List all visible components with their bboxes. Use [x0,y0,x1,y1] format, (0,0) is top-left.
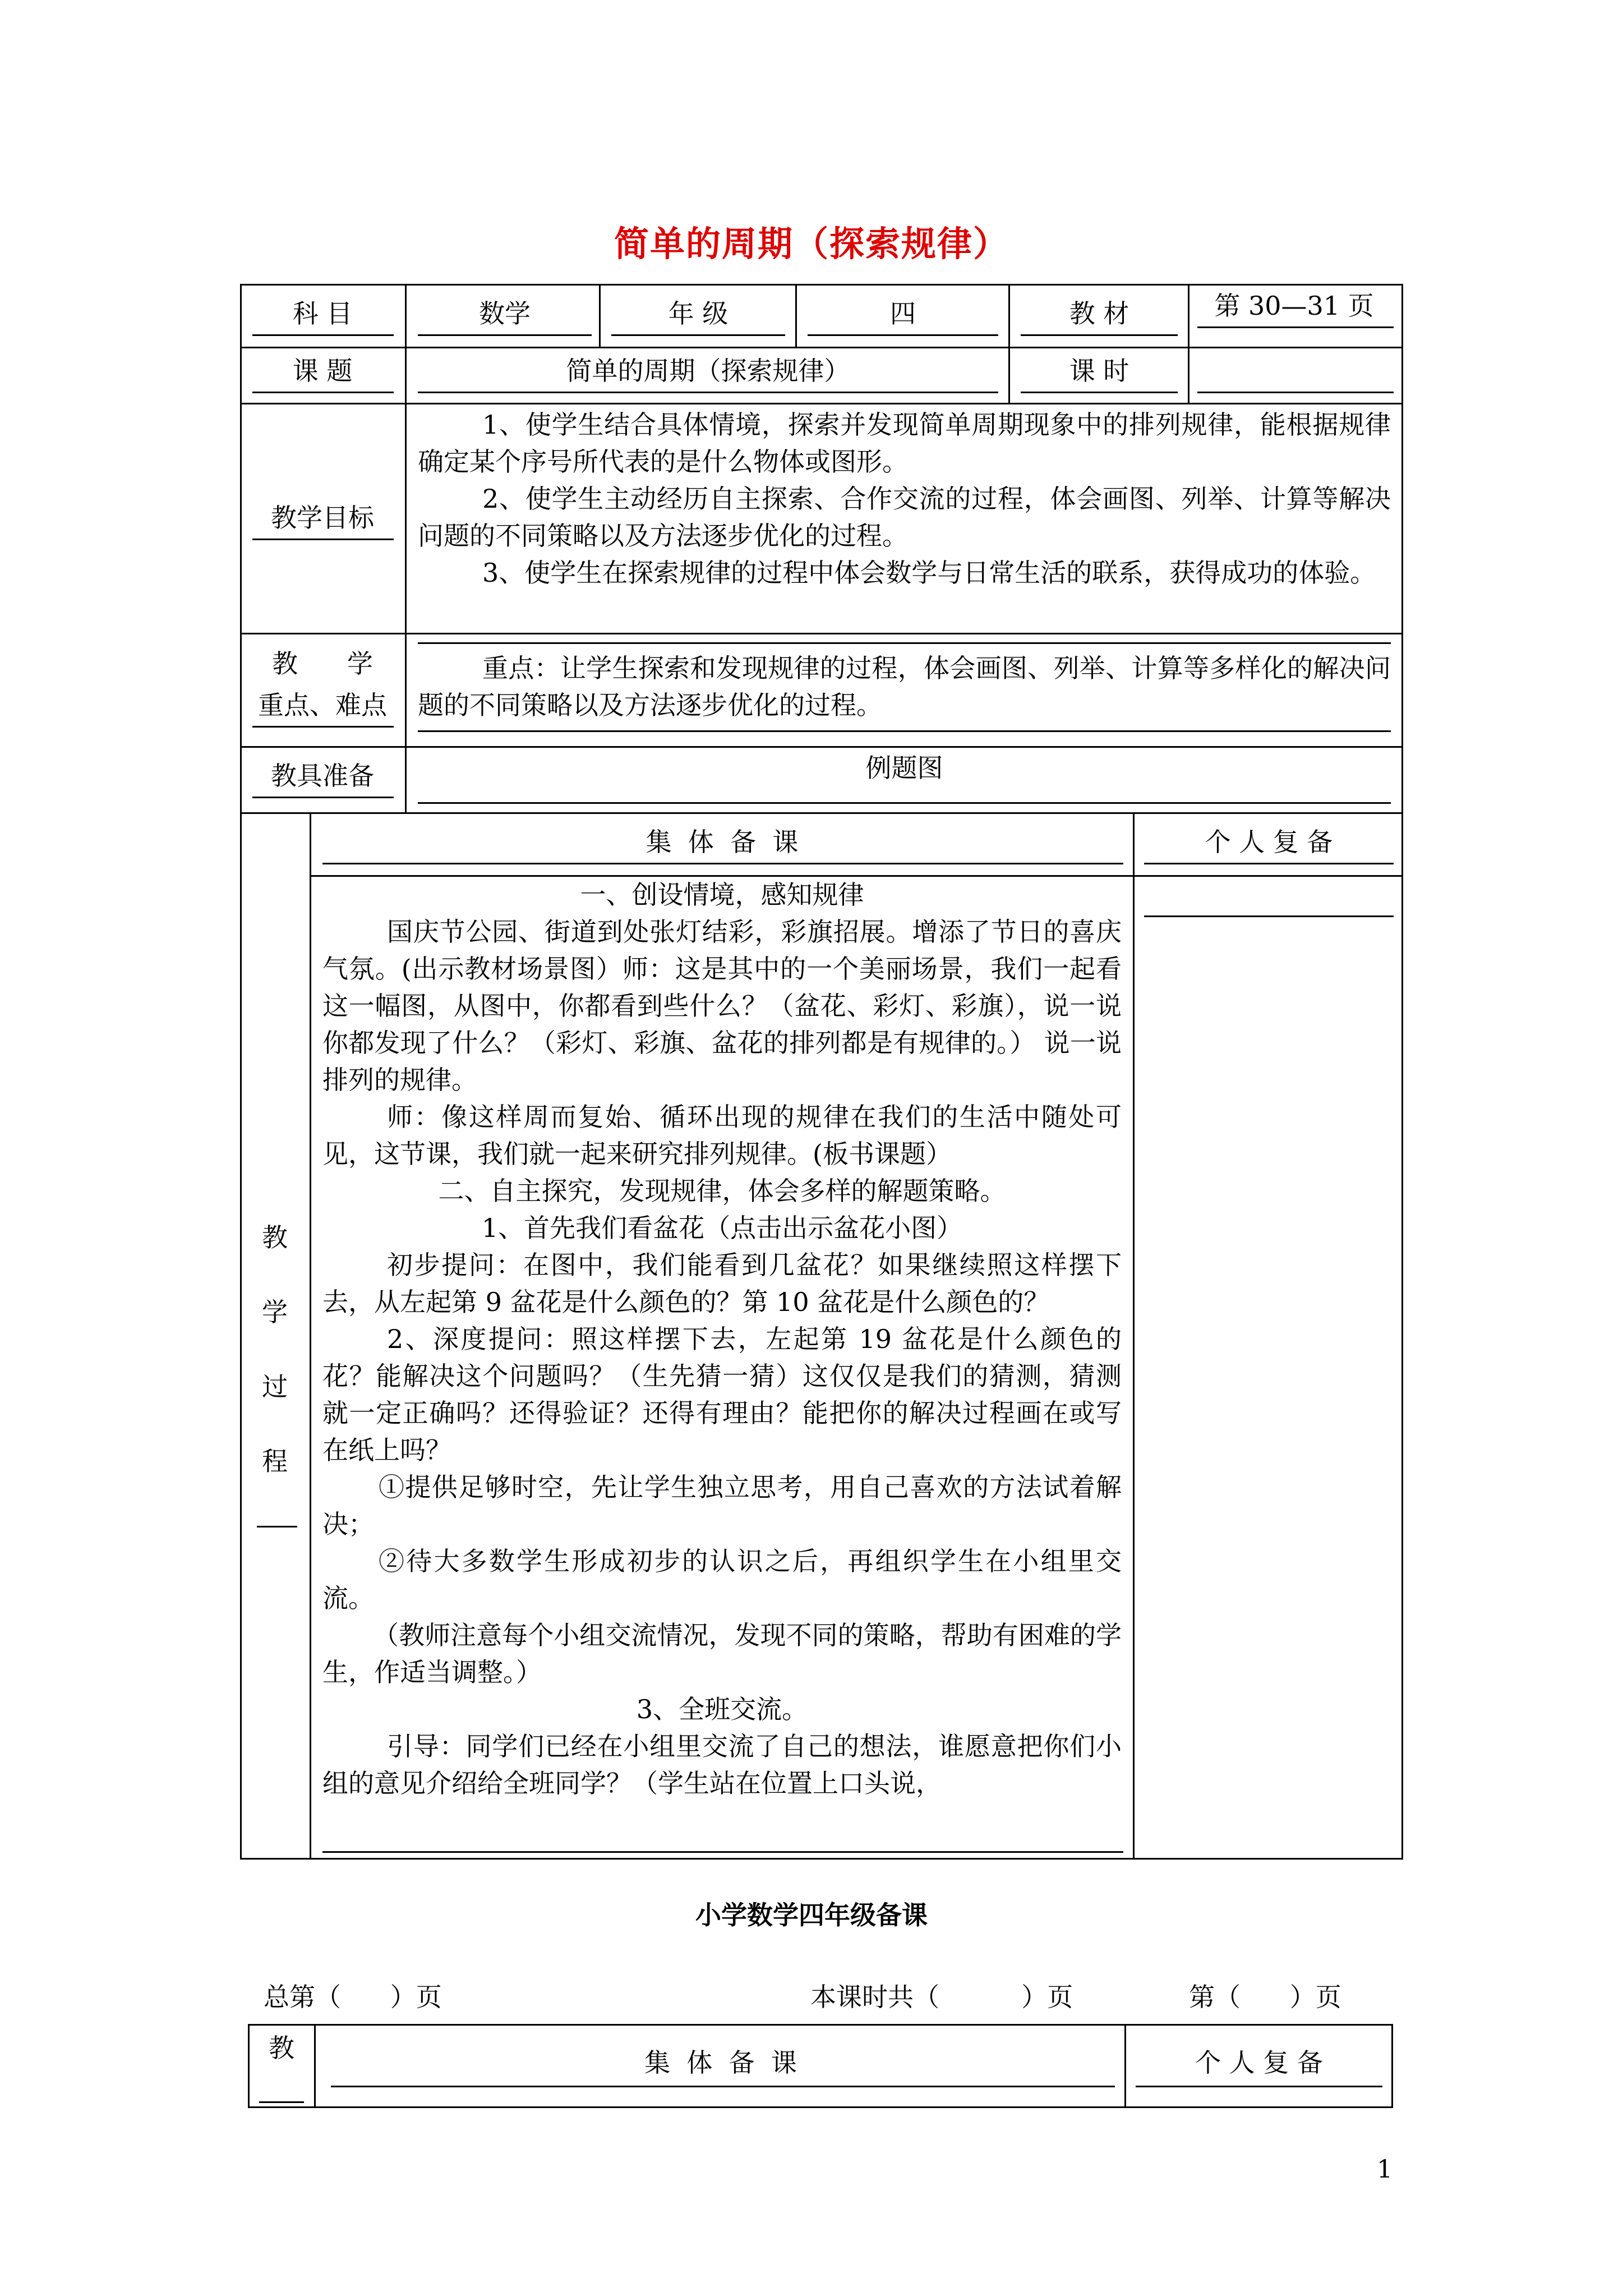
keypoints-label-line1: 教 学 [272,648,373,679]
side-char: 教 [262,1222,288,1253]
process-side-label [255,1217,294,1516]
objective-item: 3、使学生在探索规律的过程中体会数学与日常生活的联系，获得成功的体验。 [482,558,1376,588]
underline [322,1851,1123,1853]
col-divider [1188,284,1189,403]
topic-value: 简单的周期（探索规律） [566,356,850,386]
row-divider [240,347,1403,348]
process-paragraph: 引导：同学们已经在小组里交流了自己的想法，谁愿意把你们小组的意见介绍给全班同学？（学生站在位置上口头说， [322,1731,1122,1798]
underline [322,863,1123,864]
underline [418,392,998,393]
underline [252,539,394,540]
row-divider [240,403,1403,404]
underline [252,726,394,728]
underline [1144,863,1394,864]
underline [418,730,1391,732]
keypoints-label-line2: 重点、难点 [258,690,387,720]
underline [1021,334,1178,336]
underline [1021,392,1178,393]
page-title: 简单的周期（探索规律） [614,223,1009,264]
underline [331,2086,1115,2087]
process-paragraph: ②待大多数学生形成初步的认识之后，再组织学生在小组里交流。 [322,1546,1122,1613]
page-number: 1 [1377,2155,1393,2184]
underline [252,334,394,336]
underline [1197,326,1394,328]
process-paragraph: 国庆节公园、街道到处张灯结彩，彩旗招展。增添了节日的喜庆气氛。(出示教材场景图）师：这是其中的一个美丽场景，我们一起看这一幅图，从图中，你都看到些什么？（盆花、彩灯、彩旗），说一说你都发现了什么？（彩灯、彩旗、盆花的排列都是有规律的。） 说一说排列的规律。 [322,917,1122,1095]
lesson-pages: 本课时共（ ）页 [810,1982,1073,2012]
objective-item: 1、使学生结合具体情境，探索并发现简单周期现象中的排列规律，能根据规律确定某个序号所代表的是什么物体或图形。 [418,409,1391,477]
group-prep-header: 集 体 备 课 [645,827,799,857]
col-divider [1008,284,1010,403]
underline [1144,915,1394,917]
underline [418,642,1391,644]
underline [252,392,394,393]
process-paragraph: 初步提问：在图中，我们能看到几盆花？如果继续照这样摆下去，从左起第 9 盆花是什么颜色的？第 10 盆花是什么颜色的？ [322,1250,1122,1317]
footer-caption: 小学数学四年级备课 [695,1900,928,1930]
col-divider [310,812,311,1860]
row-divider [240,812,1403,814]
personal-prep-header: 个 人 复 备 [1205,827,1333,857]
process-paragraph: 1、首先我们看盆花（点击出示盆花小图） [481,1213,963,1243]
process-paragraph: （教师注意每个小组交流情况，发现不同的策略，帮助有困难的学生，作适当调整。） [322,1620,1122,1687]
objectives-list [418,406,1391,591]
row-divider [240,746,1403,748]
footer-side-char: 教 [269,2033,294,2063]
textbook-value: 第 30—31 页 [1214,291,1374,321]
side-char: 程 [262,1446,288,1476]
underline [808,334,998,336]
side-char: 过 [262,1372,288,1402]
underline [418,334,592,336]
row-divider [240,633,1403,634]
col-divider [1133,812,1135,1860]
col-divider [1124,2024,1126,2108]
topic-label: 课 题 [292,356,353,386]
underline [1136,2086,1382,2087]
hours-label: 课 时 [1069,356,1129,386]
underline [1197,392,1394,393]
materials-label: 教具准备 [271,761,374,791]
keypoints-text: 重点：让学生探索和发现规律的过程，体会画图、列举、计算等多样化的解决问题的不同策略以及方法逐步优化的过程。 [418,653,1391,720]
grade-label: 年 级 [668,298,728,329]
section-heading: 二、自主探究，发现规律，体会多样的解题策略。 [438,1176,1006,1206]
grade-value: 四 [890,298,916,329]
col-divider [405,284,407,812]
subject-label: 科 目 [292,298,353,329]
process-paragraph: ①提供足够时空，先让学生独立思考，用自己喜欢的方法试着解决； [322,1472,1122,1539]
underline [418,802,1391,804]
footer-group-header: 集 体 备 课 [644,2047,797,2078]
process-content [322,876,1122,1802]
total-page: 总第（ ）页 [264,1982,442,2012]
underline [611,334,785,336]
process-paragraph: 师：像这样周而复始、循环出现的规律在我们的生活中随处可见，这节课，我们就一起来研究排列规律。(板书课题） [322,1102,1122,1169]
page-of: 第（ ）页 [1189,1982,1341,2012]
col-divider [599,284,601,347]
underline [259,2101,304,2103]
col-divider [314,2024,316,2108]
process-paragraph: 2、深度提问：照这样摆下去，左起第 19 盆花是什么颜色的花？能解决这个问题吗？（生先猜一猜）这仅仅是我们的猜测，猜测就一定正确吗？还得验证？还得有理由？能把你的解决过程画在或写在纸上吗？ [322,1324,1122,1465]
underline [257,1526,297,1527]
objectives-label: 教学目标 [271,503,374,533]
underline [252,797,394,798]
footer-personal-header: 个 人 复 备 [1195,2047,1323,2078]
subject-value: 数学 [479,298,531,329]
col-divider [795,284,797,347]
side-char: 学 [262,1297,288,1327]
materials-value: 例题图 [865,753,943,783]
section-heading: 一、创设情境，感知规律 [580,880,864,910]
textbook-label: 教 材 [1069,298,1129,329]
process-paragraph: 3、全班交流。 [636,1694,808,1724]
objective-item: 2、使学生主动经历自主探索、合作交流的过程，体会画图、列举、计算等解决问题的不同策略以及方法逐步优化的过程。 [418,484,1391,551]
